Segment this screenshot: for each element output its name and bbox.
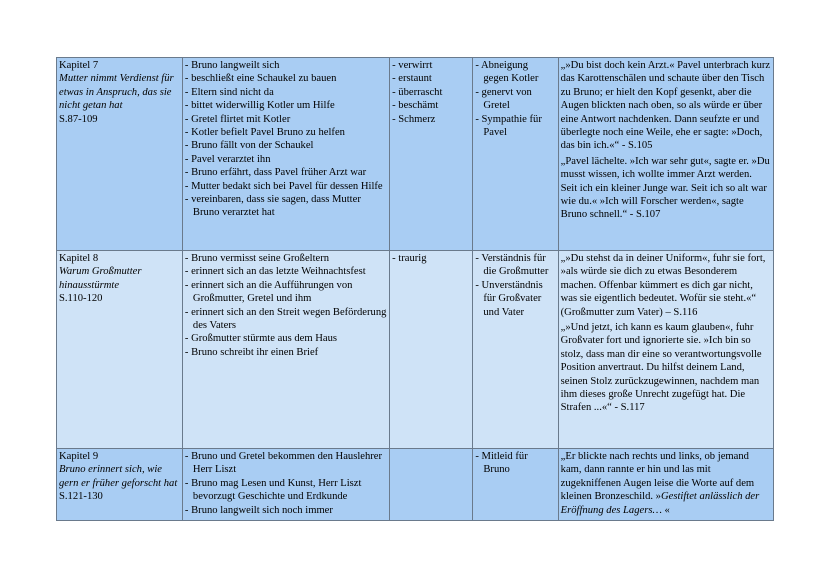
chapter-pages: S.121-130 [59, 491, 103, 503]
chapter-pages: S.110-120 [59, 293, 103, 305]
feeling-item: - beschämt [392, 100, 439, 112]
relation-item: - Unverständnis für Großvater und Vater [475, 279, 543, 318]
chapter-table [56, 57, 774, 521]
feelings-cell [390, 251, 473, 449]
event-item: - Bruno erfährt, dass Pavel früher Arzt war [184, 167, 367, 179]
event-item: - Eltern sind nicht da [184, 86, 274, 98]
chapter-cell [57, 449, 183, 521]
relations-cell [473, 58, 558, 251]
chapter-cell [57, 251, 183, 449]
quote: „»Du bist doch kein Arzt.« Pavel unterbrach kurz das Karottenschälen und schaute über den Tisch zu Bruno; er hielt den Kopf gesenkt, aber die Augen blickten nach oben, so als würde er über eine Antwort nachdenken. Dann seufzte er und überlegte noch eine Weile, ehe er sagte: »Doch, das bin ich.«“ - S.105 [560, 60, 771, 152]
events-cell [182, 58, 389, 251]
relation-item: - Mitleid für Bruno [475, 451, 528, 476]
relation-item: - Sympathie für Pavel [475, 113, 542, 139]
quote-end: « [661, 504, 670, 516]
feelings-cell [390, 58, 473, 251]
table-row [57, 58, 774, 251]
event-item: - Großmutter stürmte aus dem Haus [184, 333, 338, 345]
quote: „»Und jetzt, ich kann es kaum glauben«, fuhr Großvater fort und ignorierte sie. »Ich bin so stolz, dass man dir eine so verantwortungsvolle Position anvertraut. Du hilfst deinem Land, seinen Stolz zurückzugewinnen, nachdem man ihm dieses große Unrecht zugefügt hat. Die Strafen ...«“ - S.117 [560, 322, 762, 414]
chapter-title: Bruno erinnert sich, wie gern er früher geforscht hat [59, 464, 178, 489]
event-item: - Bruno langweilt sich [184, 60, 280, 71]
event-item: - Mutter bedakt sich bei Pavel für dessen Hilfe [184, 180, 383, 192]
event-item: - erinnert sich an die Aufführungen von Großmutter, Gretel und ihm [184, 279, 353, 305]
quote [561, 450, 771, 517]
relation-item: - Verständnis für die Großmutter [475, 253, 549, 278]
quote-italic-text: Gestiftet anlässlich der Eröffnung des Lagers… [560, 491, 760, 516]
relation-item: - genervt von Gretel [475, 86, 532, 112]
feeling-item: - verwirrt [392, 60, 433, 71]
events-cell [182, 449, 389, 521]
chapter-title: Mutter nimmt Verdienst für etwas in Anspruch, das sie nicht getan hat [59, 73, 174, 112]
feeling-item: - traurig [392, 253, 427, 264]
feelings-cell [390, 449, 473, 521]
event-item: - Pavel verarztet ihn [184, 153, 271, 165]
quotes-cell [558, 251, 773, 449]
event-item: - Bruno mag Lesen und Kunst, Herr Liszt bevorzugt Geschichte und Erdkunde [184, 477, 362, 503]
table-row [57, 449, 774, 521]
event-item: - Bruno fällt von der Schaukel [184, 140, 314, 152]
event-item: - Kotler befielt Pavel Bruno zu helfen [184, 127, 345, 139]
relations-cell [473, 251, 558, 449]
chapter-cell [57, 58, 183, 251]
event-item: - Bruno vermisst seine Großeltern [184, 253, 330, 264]
feeling-item: - Schmerz [392, 113, 436, 125]
event-item: - Bruno schreibt ihr einen Brief [184, 346, 319, 358]
event-item: - Bruno und Gretel bekommen den Hauslehrer Herr Liszt [184, 451, 383, 476]
chapter-number: Kapitel 7 [59, 60, 99, 71]
feeling-item: - überrascht [392, 86, 443, 98]
relation-item: - Abneigung gegen Kotler [475, 60, 539, 85]
event-item: - Gretel flirtet mit Kotler [184, 113, 291, 125]
event-item: - vereinbaren, dass sie sagen, dass Mutter Bruno verarztet hat [184, 194, 361, 219]
quotes-cell [558, 58, 773, 251]
quote: „Pavel lächelte. »Ich war sehr gut«, sagte er. »Du musst wissen, ich wollte immer Arzt werden. Seit ich ein kleiner Junge war. Seit ich so alt war wie du.« »Ich will Forscher werden«, sagte Bruno schnell.“ - S.107 [560, 155, 770, 221]
event-item: - Bruno langweilt sich noch immer [184, 504, 333, 516]
event-item: - bittet widerwillig Kotler um Hilfe [184, 100, 335, 112]
chapter-pages: S.87-109 [59, 113, 98, 125]
quotes-cell [558, 449, 773, 521]
chapter-number: Kapitel 8 [59, 253, 99, 264]
event-item: - beschließt eine Schaukel zu bauen [184, 73, 337, 85]
table-row [57, 251, 774, 449]
event-item: - erinnert sich an das letzte Weihnachtsfest [184, 266, 366, 278]
events-cell [182, 251, 389, 449]
feeling-item: - erstaunt [392, 73, 432, 85]
quote: „»Du stehst da in deiner Uniform«, fuhr sie fort, »als würde sie dich zu etwas Besonderem machen. Offenbar kümmert es dich gar nicht, was sie eigentlich bedeutet. Wofür sie steht.«“ (Großmutter zum Vater) – S.116 [560, 253, 766, 318]
chapter-number: Kapitel 9 [59, 451, 99, 462]
chapter-title: Warum Großmutter hinausstürmte [59, 266, 142, 291]
relations-cell [473, 449, 558, 521]
quote-text: „Er blickte nach rechts und links, ob jemand kam, dann rannte er hin und las mit zugekniffenen Augen leise die Worte auf dem kleinen Bronzeschild. » [560, 451, 755, 503]
event-item: - erinnert sich an den Streit wegen Beförderung des Vaters [184, 306, 387, 332]
